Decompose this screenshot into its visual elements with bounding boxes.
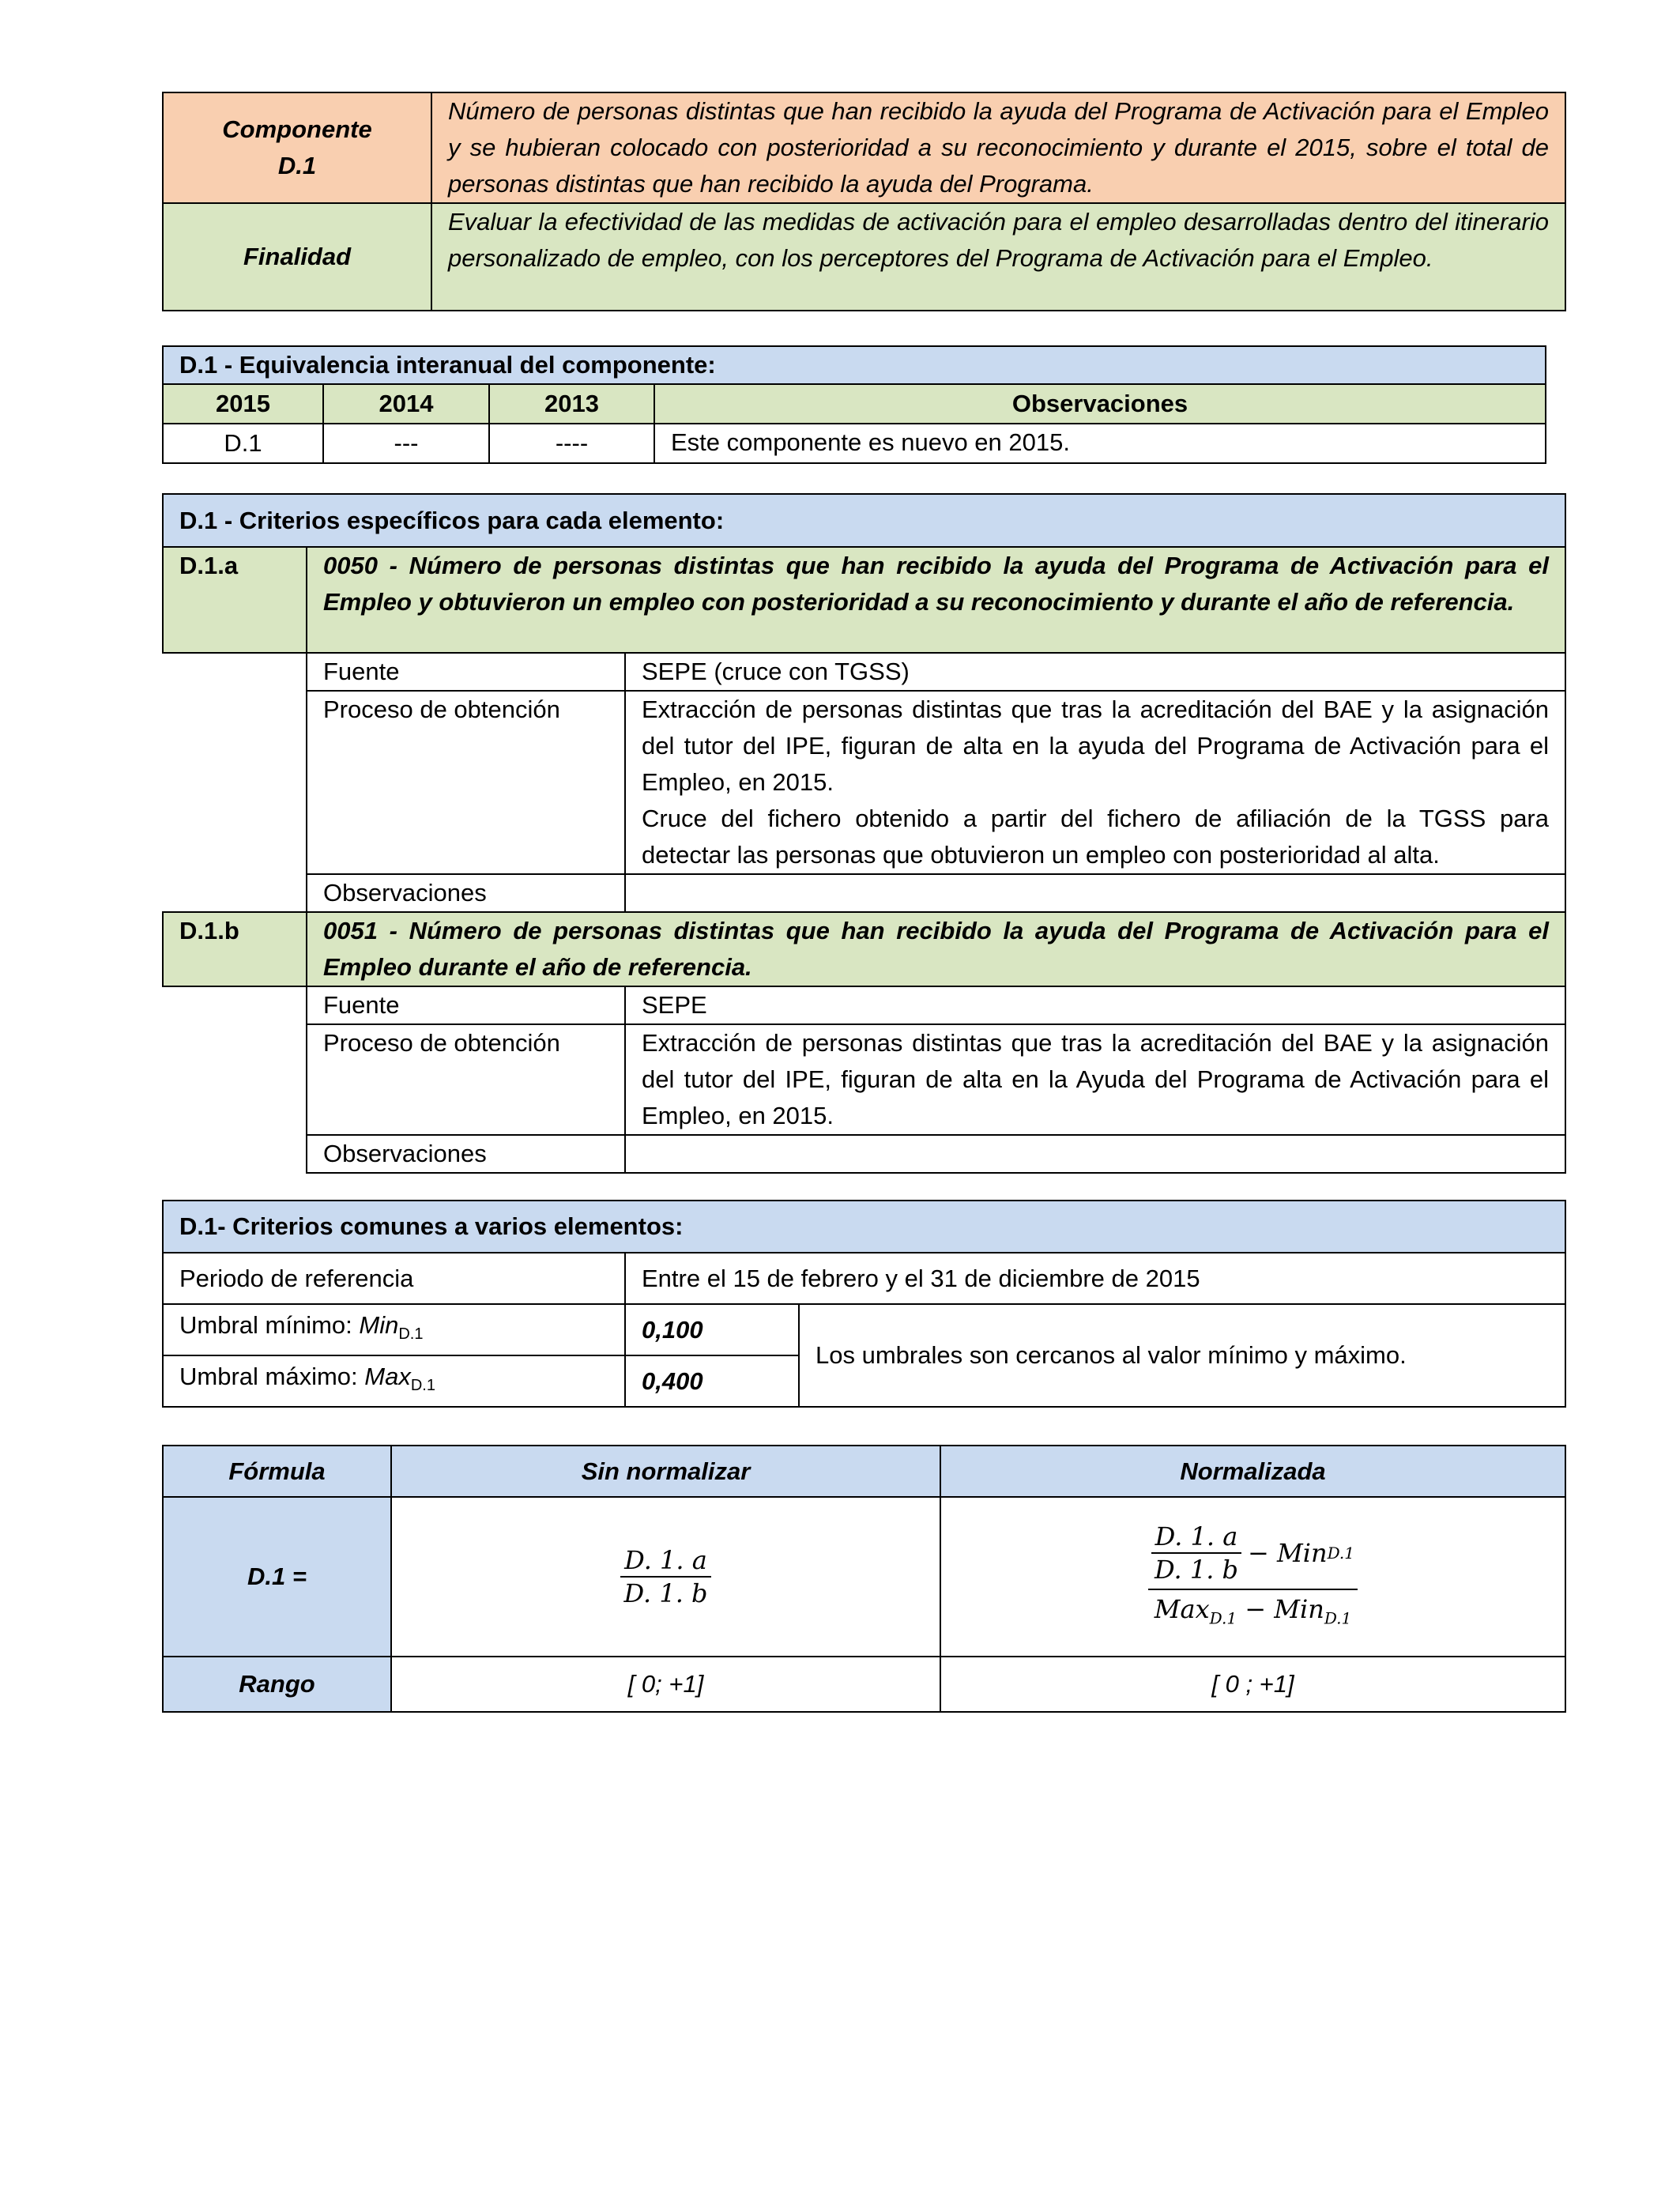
- finalidad-text: Evaluar la efectividad de las medidas de activación para el empleo desarrolladas dentro del itinerario personalizado de empleo, con los perceptores del Programa de Activación para el Empleo.: [431, 203, 1565, 311]
- rango-normalizada: [ 0 ; +1]: [940, 1657, 1565, 1712]
- element-a-proceso-2: Cruce del fichero obtenido a partir del fichero de afiliación de la TGSS para detectar las personas que obtuvieron un empleo con posterioridad al alta.: [642, 805, 1549, 869]
- cell-2015: D.1: [163, 424, 323, 463]
- formula-header: Fórmula: [163, 1446, 391, 1497]
- element-b-obs: [625, 1135, 1565, 1173]
- header-observaciones: Observaciones: [654, 384, 1546, 424]
- element-a-fuente-label: Fuente: [307, 653, 625, 691]
- element-a-obs: [625, 874, 1565, 912]
- normalizada-inner-fraction: $\frac{D. 1. a}{D. 1. b}$: [1151, 1521, 1241, 1585]
- rango-sin-normalizar: [ 0; +1]: [391, 1657, 940, 1712]
- sin-normalizar-denominator: D. 1. b: [623, 1578, 708, 1608]
- periodo-label: Periodo de referencia: [163, 1253, 625, 1304]
- cell-2013: ----: [489, 424, 654, 463]
- normalizada-header: Normalizada: [940, 1446, 1565, 1497]
- component-table: [162, 92, 1566, 311]
- sin-normalizar-formula: [391, 1497, 940, 1657]
- componente-label: Componente: [222, 115, 372, 143]
- umbrales-note: Los umbrales son cercanos al valor mínimo y máximo.: [799, 1304, 1565, 1407]
- umbral-max-sub: D.1: [410, 1377, 435, 1395]
- header-2013: 2013: [489, 384, 654, 424]
- umbral-min-var: Min: [359, 1310, 399, 1339]
- rango-label: Rango: [163, 1657, 391, 1712]
- element-a-proceso: [625, 691, 1565, 874]
- element-b-fuente-label: Fuente: [307, 986, 625, 1024]
- element-b-code: D.1.b: [163, 912, 307, 986]
- umbral-max-label: Umbral máximo: Max$_{D.1}$: [163, 1355, 625, 1407]
- normalizada-numerator: $\frac{D. 1. a}{D. 1. b}$ − Min D.1: [1148, 1521, 1358, 1590]
- criterios-table: [162, 493, 1566, 1174]
- sin-normalizar-header: Sin normalizar: [391, 1446, 940, 1497]
- element-a-proceso-1: Extracción de personas distintas que tras la acreditación del BAE y la asignación del tutor del IPE, figuran de alta en la ayuda del Programa de Activación para el Empleo, en 2015.: [642, 696, 1549, 796]
- element-a-code: D.1.a: [163, 547, 307, 653]
- componente-label-cell: [163, 92, 431, 203]
- comunes-title: D.1- Criterios comunes a varios elementos:: [163, 1201, 1565, 1253]
- periodo-value: Entre el 15 de febrero y el 31 de diciembre de 2015: [625, 1253, 1565, 1304]
- formula-table: [162, 1445, 1566, 1713]
- componente-text: Número de personas distintas que han recibido la ayuda del Programa de Activación para el Empleo y se hubieran colocado con posterioridad a su reconocimiento y durante el 2015, sobre el total de personas distintas que han recibido la ayuda del Programa.: [431, 92, 1565, 203]
- finalidad-label: Finalidad: [163, 203, 431, 311]
- criterios-title: D.1 - Criterios específicos para cada elemento:: [163, 494, 1565, 547]
- normalizada-denominator: Max$_{D.1}$ − Min$_{D.1}$: [1154, 1594, 1352, 1628]
- umbral-min-label: Umbral mínimo: Min$_{D.1}$: [163, 1304, 625, 1355]
- normalizada-fraction: [1148, 1521, 1358, 1634]
- header-2015: 2015: [163, 384, 323, 424]
- equivalencia-table: [162, 345, 1546, 464]
- formula-row-label: D.1 =: [163, 1497, 391, 1657]
- normalizada-formula: [940, 1497, 1565, 1657]
- cell-observaciones: Este componente es nuevo en 2015.: [654, 424, 1546, 463]
- element-b-fuente: SEPE: [625, 986, 1565, 1024]
- element-b-obs-label: Observaciones: [307, 1135, 625, 1173]
- element-b-proceso: Extracción de personas distintas que tras la acreditación del BAE y la asignación del tutor del IPE, figuran de alta en la Ayuda del Programa de Activación para el Empleo, en 2015.: [625, 1024, 1565, 1135]
- umbral-min-sub: D.1: [398, 1325, 424, 1344]
- cell-2014: ---: [323, 424, 489, 463]
- element-a-obs-label: Observaciones: [307, 874, 625, 912]
- element-a-proceso-label: Proceso de obtención: [307, 691, 625, 874]
- element-a-fuente: SEPE (cruce con TGSS): [625, 653, 1565, 691]
- umbral-min-value: 0,100: [625, 1304, 799, 1355]
- umbral-max-value: 0,400: [625, 1355, 799, 1407]
- sin-normalizar-fraction: [620, 1544, 710, 1609]
- equivalencia-title: D.1 - Equivalencia interanual del componente:: [163, 346, 1546, 384]
- umbral-max-var: Max: [364, 1362, 411, 1390]
- comunes-table: [162, 1200, 1566, 1408]
- element-b-proceso-label: Proceso de obtención: [307, 1024, 625, 1135]
- componente-code: D.1: [277, 152, 317, 179]
- sin-normalizar-numerator: D. 1. a: [620, 1544, 710, 1578]
- header-2014: 2014: [323, 384, 489, 424]
- element-b-title: 0051 - Número de personas distintas que han recibido la ayuda del Programa de Activación para el Empleo durante el año de referencia.: [307, 912, 1565, 986]
- element-a-title: 0050 - Número de personas distintas que han recibido la ayuda del Programa de Activación para el Empleo y obtuvieron un empleo con posterioridad a su reconocimiento y durante el año de referencia.: [307, 547, 1565, 653]
